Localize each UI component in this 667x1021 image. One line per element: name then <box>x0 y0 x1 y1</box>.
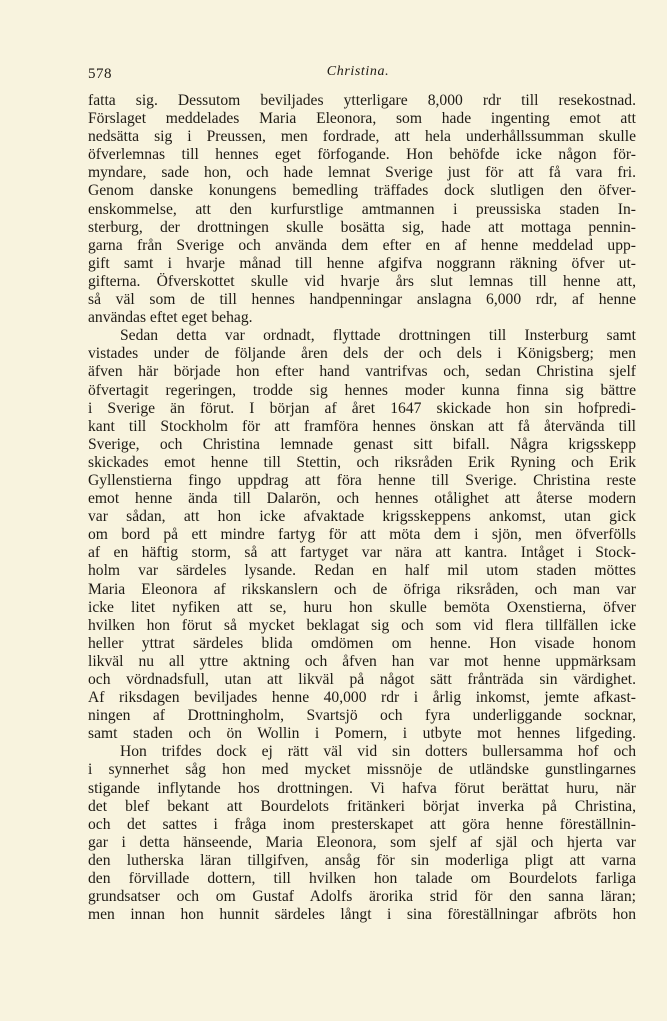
text-line: Genom danske konungens bemedling träffades dock slutligen den öfver- <box>88 182 636 200</box>
text-line: enskommelse, att den kurfurstlige amtmannen i preussiska staden In- <box>88 200 636 218</box>
text-line: i Sverige än förut. I början af året 1647 skickade hon sin hofpredi- <box>88 399 636 417</box>
text-line: Af riksdagen beviljades henne 40,000 rdr i årlig inkomst, jemte afkast- <box>88 689 636 707</box>
text-line: Sverige, och Christina lemnade genast sitt bifall. Några krigsskepp <box>88 435 636 453</box>
text-line: Maria Eleonora af rikskanslern och de öfriga riksråden, och man var <box>88 580 636 598</box>
text-line: var sådan, att hon icke afvaktade krigsskeppens ankomst, utan gick <box>88 508 636 526</box>
text-line: gifterna. Öfverskottet skulle vid hvarje års slut lemnas till henne att, <box>88 272 636 290</box>
text-line: stigande inflytande hos drottningen. Vi hafva förut berättat huru, när <box>88 779 636 797</box>
text-line: men innan hon hunnit särdeles långt i sina föreställningar afbröts hon <box>88 906 636 924</box>
page-header <box>88 60 628 88</box>
text-line: nedsätta sig i Preussen, men fordrade, att hela underhållssumman skulle <box>88 128 636 146</box>
text-line: holm var särdeles lysande. Redan en half mil utom staden möttes <box>88 562 636 580</box>
text-line: grundsatser och om Gustaf Adolfs ärorika strid för den sanna läran; <box>88 888 636 906</box>
text-line: det blef bekant att Bourdelots fritänkeri börjat inverka på Christina, <box>88 797 636 815</box>
text-line: emot henne ända till Dalarön, och hennes otålighet att återse modern <box>88 490 636 508</box>
text-line: den lutherska läran tillgifven, ansåg för sin moderliga pligt att varna <box>88 851 636 869</box>
text-line: gar i detta hänseende, Maria Eleonora, som sjelf af själ och hjerta var <box>88 833 636 851</box>
text-line: äfven här började hon efter hand vantrifvas och, sedan Christina sjelf <box>88 363 636 381</box>
body-text <box>88 92 636 924</box>
text-line: myndare, sade hon, och hade lemnat Sverige just för att få vara fri. <box>88 164 636 182</box>
text-line: så väl som de till hennes handpenningar anslagna 6,000 rdr, af henne <box>88 291 636 309</box>
text-line: skickades emot henne till Stettin, och riksråden Erik Ryning och Erik <box>88 453 636 471</box>
text-line: vistades under de följande åren dels der och dels i Königsberg; men <box>88 345 636 363</box>
text-line: likväl nu all yttre aktning och åfven han var mot henne uppmärksam <box>88 652 636 670</box>
text-line: Hon trifdes dock ej rätt väl vid sin dotters bullersamma hof och <box>120 743 636 761</box>
text-line: Sedan detta var ordnadt, flyttade drottningen till Insterburg samt <box>120 327 636 345</box>
text-line: ningen af Drottningholm, Svartsjö och fyra underliggande socknar, <box>88 707 636 725</box>
text-line: fatta sig. Dessutom beviljades ytterligare 8,000 rdr till resekostnad. <box>88 92 636 109</box>
text-line: icke litet nyfiken att se, huru hon skulle bemöta Oxenstierna, öfver <box>88 598 636 616</box>
text-line: gift samt i hvarje månad till henne afgifva noggrann räkning öfver ut- <box>88 254 636 272</box>
text-line: och vördnadsfull, utan att likväl på något sätt frånträda sin värdighet. <box>88 671 636 688</box>
text-line: sterburg, der drottningen skulle bosätta sig, hade att mottaga pennin- <box>88 218 636 236</box>
text-line: Gyllenstierna fingo uppdrag att föra henne till Sverige. Christina reste <box>88 471 636 489</box>
page-number: 578 <box>88 66 112 82</box>
text-line: och det sattes i fråga inom presterskapet att göra henne föreställnin- <box>88 815 636 833</box>
running-title: Christina. <box>326 64 390 79</box>
text-line: Förslaget meddelades Maria Eleonora, som hade ingenting emot att <box>88 110 636 128</box>
text-line: om bord på ett mindre fartyg för att möta dem i sjön, men öfverfölls <box>88 526 636 544</box>
text-line: kant till Stockholm för att framföra hennes önskan att få återvända till <box>88 417 636 435</box>
text-line: i synnerhet såg hon med mycket missnöje de utländske gunstlingarnes <box>88 761 636 779</box>
text-line: öfverlemnas till hennes eget förfogande. Hon behöfde icke någon för- <box>88 146 636 164</box>
text-line: heller yttrat särdeles blida omdömen om henne. Hon visade honom <box>88 634 636 652</box>
text-line: af en häftig storm, så att fartyget var nära att kantra. Intåget i Stock- <box>88 544 636 562</box>
text-line: den förvillade dottern, till hvilken hon talade om Bourdelots farliga <box>88 870 636 888</box>
text-line: användas eftet eget behag. <box>88 309 253 327</box>
text-line: samt staden och ön Wollin i Pomern, i utbyte mot hennes lifgeding. <box>88 725 636 743</box>
text-line: öfvertagit regeringen, trodde sig hennes moder kunna finna sig bättre <box>88 381 636 399</box>
text-line: garna från Sverige och använda dem efter en af henne meddelad upp- <box>88 236 636 254</box>
text-line: hvilken hon förut så mycket beklagat sig och som vid flera tillfällen icke <box>88 616 636 634</box>
